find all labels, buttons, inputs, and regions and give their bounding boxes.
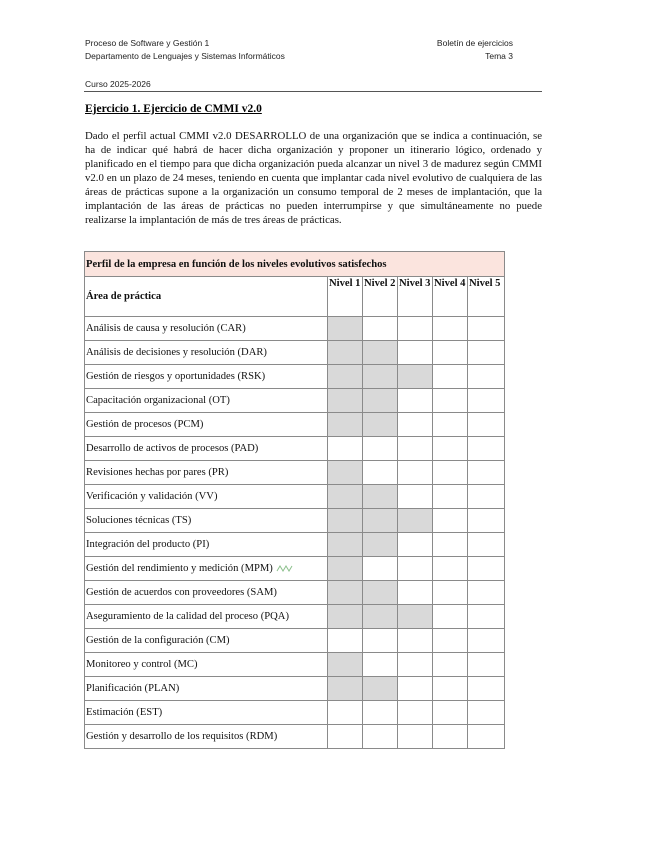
practice-area-label: Gestión de la configuración (CM): [86, 635, 230, 646]
level-2-cell: [363, 701, 398, 725]
level-4-cell: [433, 509, 468, 533]
level-3-cell: [398, 317, 433, 341]
level-3-header: Nivel 3: [398, 277, 433, 317]
practice-area-label: Revisiones hechas por pares (PR): [86, 467, 229, 478]
level-1-cell-satisfied: [328, 317, 363, 341]
practice-area-label: Gestión de riesgos y oportunidades (RSK): [86, 371, 266, 382]
table-row: [85, 677, 505, 701]
level-5-cell: [468, 365, 505, 389]
table-row: [85, 317, 505, 341]
level-4-cell: [433, 557, 468, 581]
page-header-left: [85, 37, 285, 63]
practice-area-label: Gestión de procesos (PCM): [86, 419, 204, 430]
practice-area-label: Soluciones técnicas (TS): [86, 515, 192, 526]
department-name: Departamento de Lenguajes y Sistemas Informáticos: [85, 51, 285, 61]
level-2-cell-satisfied: [363, 533, 398, 557]
academic-year: Curso 2025-2026: [85, 79, 151, 89]
practice-area-label: Planificación (PLAN): [86, 683, 180, 694]
level-4-cell: [433, 485, 468, 509]
practice-area-name: [85, 725, 328, 749]
level-1-cell-satisfied: [328, 605, 363, 629]
level-5-cell: [468, 605, 505, 629]
level-2-cell-satisfied: [363, 581, 398, 605]
level-4-cell: [433, 725, 468, 749]
practice-area-name: [85, 485, 328, 509]
practice-area-label: Monitoreo y control (MC): [86, 659, 198, 670]
page-header-right: [420, 37, 513, 63]
table-caption-row: [85, 252, 505, 277]
level-5-cell: [468, 677, 505, 701]
level-3-cell-satisfied: [398, 605, 433, 629]
level-2-cell: [363, 461, 398, 485]
level-2-cell-satisfied: [363, 365, 398, 389]
level-5-cell: [468, 629, 505, 653]
practice-area-label: Gestión del rendimiento y medición (MPM): [86, 563, 273, 574]
level-3-cell: [398, 581, 433, 605]
level-1-cell-satisfied: [328, 413, 363, 437]
practice-area-label: Verificación y validación (VV): [86, 491, 218, 502]
level-3-cell-satisfied: [398, 365, 433, 389]
exercise-statement: Dado el perfil actual CMMI v2.0 DESARROLLO de una organización que se indica a continuación, se ha de indicar qué habrá de hacer dicha organización y proponer un itinerario lógico, ordenado y planificado en el tiempo para que dicha organización pueda alcanzar un nivel 3 de madurez según CMMI v2.0 en un plazo de 24 meses, teniendo en cuenta que implantar cada nivel evolutivo de cualquiera de las áreas de prácticas supone a la organización un consumo temporal de 2 meses de implantación, que la implantación de las áreas de prácticas no pueden interrumpirse y que simultáneamente no puede realizarse la implantación de más de tres áreas de prácticas.: [85, 130, 542, 226]
table-row: [85, 653, 505, 677]
document-type: Boletín de ejercicios: [436, 38, 513, 48]
level-2-cell: [363, 557, 398, 581]
table-header-row: [85, 277, 505, 317]
level-3-cell: [398, 725, 433, 749]
level-1-cell-satisfied: [328, 557, 363, 581]
level-4-cell: [433, 533, 468, 557]
table-row: [85, 341, 505, 365]
practice-area-name: [85, 341, 328, 365]
level-3-cell: [398, 341, 433, 365]
table-row: [85, 461, 505, 485]
spellcheck-squiggle-icon: [276, 564, 294, 573]
level-2-cell-satisfied: [363, 605, 398, 629]
practice-area-name: [85, 557, 328, 581]
level-1-cell: [328, 629, 363, 653]
practice-area-name: [85, 533, 328, 557]
level-1-cell-satisfied: [328, 677, 363, 701]
level-3-cell: [398, 629, 433, 653]
level-2-cell-satisfied: [363, 413, 398, 437]
practice-area-label: Estimación (EST): [86, 707, 163, 718]
level-5-cell: [468, 533, 505, 557]
level-4-cell: [433, 341, 468, 365]
level-5-cell: [468, 413, 505, 437]
level-4-cell: [433, 653, 468, 677]
level-2-cell-satisfied: [363, 341, 398, 365]
practice-area-name: [85, 701, 328, 725]
level-2-cell-satisfied: [363, 677, 398, 701]
practice-area-label: Gestión y desarrollo de los requisitos (RDM): [86, 731, 278, 742]
level-4-cell: [433, 461, 468, 485]
level-5-cell: [468, 653, 505, 677]
level-3-cell: [398, 677, 433, 701]
table-row: [85, 437, 505, 461]
table-row: [85, 389, 505, 413]
level-1-cell-satisfied: [328, 653, 363, 677]
practice-area-name: [85, 365, 328, 389]
level-2-cell: [363, 725, 398, 749]
level-5-cell: [468, 437, 505, 461]
practice-area-label: Análisis de causa y resolución (CAR): [86, 323, 246, 334]
practice-area-label: Capacitación organizacional (OT): [86, 395, 230, 406]
level-5-cell: [468, 317, 505, 341]
level-3-cell: [398, 701, 433, 725]
table-row: [85, 365, 505, 389]
level-4-cell: [433, 701, 468, 725]
header-divider: [84, 91, 542, 92]
practice-area-label: Desarrollo de activos de procesos (PAD): [86, 443, 259, 454]
level-3-cell: [398, 413, 433, 437]
table-row: [85, 557, 505, 581]
level-3-cell-satisfied: [398, 509, 433, 533]
level-1-cell-satisfied: [328, 365, 363, 389]
level-5-cell: [468, 341, 505, 365]
level-2-cell-satisfied: [363, 389, 398, 413]
level-4-cell: [433, 317, 468, 341]
course-title: Proceso de Software y Gestión 1: [85, 38, 210, 48]
table-row: [85, 725, 505, 749]
practice-area-label: Gestión de acuerdos con proveedores (SAM): [86, 587, 277, 598]
level-1-cell-satisfied: [328, 581, 363, 605]
level-2-cell: [363, 317, 398, 341]
area-column-header: Área de práctica: [85, 277, 328, 317]
exercise-title: Ejercicio 1. Ejercicio de CMMI v2.0: [85, 103, 262, 115]
practice-area-name: [85, 653, 328, 677]
topic-label: Tema 3: [485, 51, 513, 61]
level-2-cell: [363, 653, 398, 677]
practice-area-name: [85, 413, 328, 437]
level-1-cell-satisfied: [328, 485, 363, 509]
practice-area-label: Análisis de decisiones y resolución (DAR): [86, 347, 267, 358]
level-5-cell: [468, 581, 505, 605]
level-3-cell: [398, 437, 433, 461]
level-1-header: Nivel 1: [328, 277, 363, 317]
practice-area-name: [85, 605, 328, 629]
level-4-cell: [433, 677, 468, 701]
level-4-header: Nivel 4: [433, 277, 468, 317]
practice-area-name: [85, 581, 328, 605]
table-row: [85, 605, 505, 629]
level-1-cell-satisfied: [328, 461, 363, 485]
practice-area-name: [85, 437, 328, 461]
level-2-cell: [363, 437, 398, 461]
table-row: [85, 629, 505, 653]
level-5-cell: [468, 701, 505, 725]
level-5-cell: [468, 557, 505, 581]
level-1-cell-satisfied: [328, 341, 363, 365]
level-5-cell: [468, 725, 505, 749]
level-5-cell: [468, 389, 505, 413]
table-caption: Perfil de la empresa en función de los niveles evolutivos satisfechos: [85, 252, 505, 277]
table-row: [85, 701, 505, 725]
level-3-cell: [398, 485, 433, 509]
level-4-cell: [433, 365, 468, 389]
level-4-cell: [433, 605, 468, 629]
level-3-cell: [398, 533, 433, 557]
practice-area-name: [85, 629, 328, 653]
level-1-cell: [328, 701, 363, 725]
practice-area-name: [85, 677, 328, 701]
table-row: [85, 509, 505, 533]
level-5-cell: [468, 485, 505, 509]
level-1-cell: [328, 725, 363, 749]
level-3-cell: [398, 557, 433, 581]
level-3-cell: [398, 653, 433, 677]
level-5-cell: [468, 461, 505, 485]
level-4-cell: [433, 581, 468, 605]
table-row: [85, 581, 505, 605]
level-1-cell: [328, 437, 363, 461]
level-2-header: Nivel 2: [363, 277, 398, 317]
level-1-cell-satisfied: [328, 509, 363, 533]
level-1-cell-satisfied: [328, 533, 363, 557]
practice-area-label: Integración del producto (PI): [86, 539, 210, 550]
table-row: [85, 485, 505, 509]
practice-area-name: [85, 509, 328, 533]
level-2-cell: [363, 629, 398, 653]
practice-area-name: [85, 461, 328, 485]
maturity-profile-table: [84, 251, 505, 749]
level-5-header: Nivel 5: [468, 277, 505, 317]
level-2-cell-satisfied: [363, 509, 398, 533]
table-row: [85, 413, 505, 437]
level-4-cell: [433, 413, 468, 437]
level-2-cell-satisfied: [363, 485, 398, 509]
practice-area-label: Aseguramiento de la calidad del proceso (PQA): [86, 611, 289, 622]
level-3-cell: [398, 389, 433, 413]
level-4-cell: [433, 389, 468, 413]
level-1-cell-satisfied: [328, 389, 363, 413]
level-3-cell: [398, 461, 433, 485]
table-row: [85, 533, 505, 557]
level-4-cell: [433, 629, 468, 653]
practice-area-name: [85, 389, 328, 413]
level-4-cell: [433, 437, 468, 461]
practice-area-name: [85, 317, 328, 341]
level-5-cell: [468, 509, 505, 533]
